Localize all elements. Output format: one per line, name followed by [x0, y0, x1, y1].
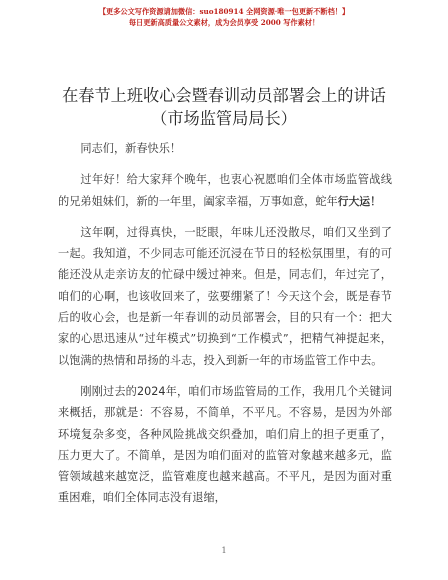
paragraph-3-text-b: 年，咱们市场监管局的工作，我用几个关键词来概括，那就是：不容易，不简单，不平凡。不容易，是因为外部环境复杂多变，各种风险挑战交织叠加，咱们肩上的担子更重了，压力更大了。不简单，是因为咱们面对的监管对象越来越多元，监管领域越来越宽泛，监管难度也越来越高。不平凡，是因为面对重重困难，咱们全体同志没有退缩， [58, 384, 392, 505]
banner-line-2: 每日更新高质量公文素材，成为会员享受 2000 写作素材！ [128, 18, 320, 27]
header-banner [0, 6, 448, 28]
document-title [0, 84, 448, 130]
document-body [58, 138, 392, 509]
title-main: 在春节上班收心会暨春训动员部署会上的讲话 [62, 86, 386, 105]
paragraph-2: 这年啊，过得真快，一眨眼，年味儿还没散尽，咱们又坐到了一起。我知道，不少同志可能还沉浸在节日的轻松氛围里，有的可能还没从走亲访友的忙碌中缓过神来。但是，同志们，年过完了，咱们的心啊，也该收回来了，弦要绷紧了！今天这个会，既是春节后的收心会，也是新一年春训的动员部署会，目的只有一个：把大家的心思迅速从“过年模式”切换到“工作模式”，把精气神提起来，以饱满的热情和昂扬的斗志，投入到新一年的市场监管工作中去。 [58, 225, 392, 367]
title-subtitle: （市场监管局局长） [151, 109, 297, 128]
salutation: 同志们，新春快乐！ [80, 142, 182, 155]
banner-line-1: 【更多公文写作资源请加微信：suo180914 全网资源·唯一包更新不断档！】 [98, 7, 350, 16]
paragraph-3-text-a: 刚刚过去的 [80, 384, 138, 398]
paragraph-1 [58, 169, 392, 212]
page-number: 1 [221, 546, 227, 555]
paragraph-3 [58, 381, 392, 509]
paragraph-1-text: 过年好！给大家拜个晚年，也衷心祝愿咱们全体市场监管战线的兄弟姐妹们，新的一年里，阖家幸福，万事如意，蛇年 [58, 173, 392, 208]
paragraph-1-bold: 行大运！ [337, 194, 381, 208]
paragraph-3-year: 2024 [137, 384, 166, 398]
